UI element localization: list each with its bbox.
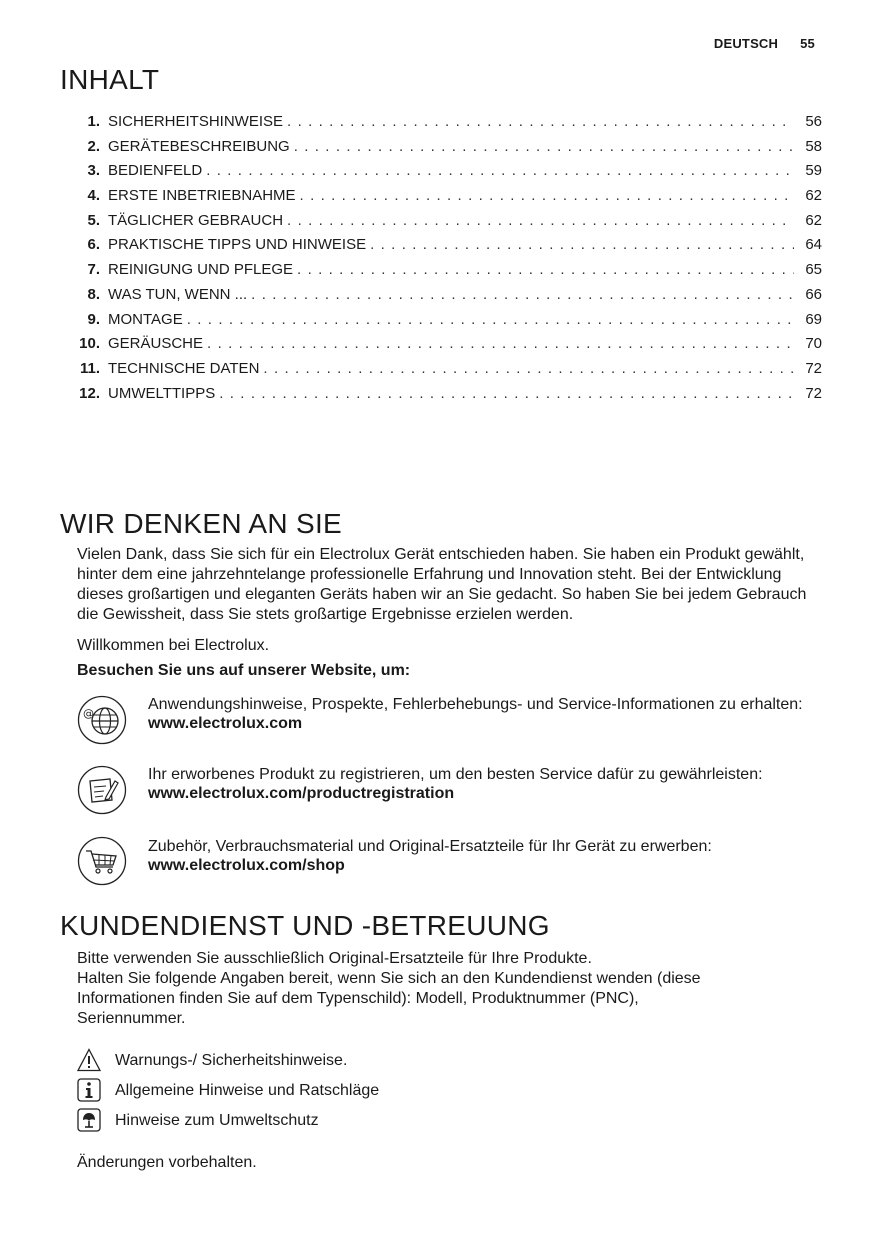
registration-form-icon [77, 765, 127, 815]
toc-entry-title: ERSTE INBETRIEBNAHME [108, 187, 296, 205]
toc-entry[interactable] [70, 360, 822, 385]
toc-entry-title: GERÄTEBESCHREIBUNG [108, 137, 290, 155]
page-header [714, 36, 815, 51]
toc-leader-dots [251, 286, 794, 303]
toc-entry-title: UMWELTTIPPS [108, 384, 216, 402]
header-page-number: 55 [800, 36, 815, 51]
toc-entry-title: GERÄUSCHE [108, 335, 204, 353]
toc-entry[interactable] [70, 311, 822, 336]
welcome-intro: Vielen Dank, dass Sie sich für ein Electrolux Gerät entschieden haben. Sie haben ein Produkt gewählt, hinter dem eine jahrzehntelange professionelle Erfahrung und Innovation steht. Bei der Entwicklung dieses großartigen und eleganten Geräts haben wir an Sie gedacht. So haben Sie bei jedem Gebrauch die Gewissheit, dass Sie stets großartige Ergebnisse erzielen werden. [77, 546, 807, 623]
toc-heading: INHALT [60, 64, 160, 95]
toc-entry-number: 3. [87, 162, 100, 180]
toc-entry[interactable] [70, 162, 822, 187]
shopping-cart-icon [77, 836, 127, 886]
toc-entry-number: 10. [79, 335, 100, 353]
website-link-description: Anwendungshinweise, Prospekte, Fehlerbehebungs- und Service-Informationen zu erhalten: [148, 696, 803, 713]
toc-entry-title: TECHNISCHE DATEN [108, 359, 260, 377]
website-url-link[interactable]: www.electrolux.com [148, 715, 303, 732]
service-spare-parts-note: Bitte verwenden Sie ausschließlich Original-Ersatzteile für Ihre Produkte. [77, 950, 592, 967]
welcome-greeting: Willkommen bei Electrolux. [77, 637, 270, 654]
toc-entry[interactable] [70, 236, 822, 261]
warning-icon [77, 1048, 101, 1072]
toc-entry-title: BEDIENFELD [108, 162, 203, 180]
toc-leader-dots [287, 113, 794, 130]
toc-entry-title: PRAKTISCHE TIPPS UND HINWEISE [108, 236, 367, 254]
toc-leader-dots [207, 335, 794, 352]
website-link-registration [77, 765, 817, 817]
toc-entry-number: 2. [87, 137, 100, 155]
toc-entry[interactable] [70, 138, 822, 163]
info-icon [77, 1078, 101, 1102]
toc-leader-dots [219, 385, 794, 402]
toc-entry-page: 66 [805, 285, 822, 303]
toc-entry-number: 6. [87, 236, 100, 254]
toc-entry-title: REINIGUNG UND PFLEGE [108, 261, 294, 279]
website-link-text [148, 695, 818, 733]
website-url-link[interactable]: www.electrolux.com/shop [148, 857, 345, 874]
toc-entry-number: 4. [87, 187, 100, 205]
toc-leader-dots [297, 261, 794, 278]
website-link-description: Zubehör, Verbrauchsmaterial und Original-Ersatzteile für Ihr Gerät zu erwerben: [148, 838, 712, 855]
toc-entry-title: MONTAGE [108, 310, 183, 328]
toc-entry[interactable] [70, 385, 822, 410]
toc-entry[interactable] [70, 212, 822, 237]
toc-entry-page: 64 [805, 236, 822, 254]
toc-entry-page: 59 [805, 162, 822, 180]
toc-entry-page: 72 [805, 359, 822, 377]
toc-entry[interactable] [70, 261, 822, 286]
toc-entry-page: 62 [805, 211, 822, 229]
toc-leader-dots [370, 236, 794, 253]
toc-entry-number: 7. [87, 261, 100, 279]
toc-entry[interactable] [70, 286, 822, 311]
toc-entry-title: SICHERHEITSHINWEISE [108, 113, 284, 130]
legend-label: Hinweise zum Umweltschutz [115, 1112, 319, 1129]
toc-entry-number: 11. [79, 359, 100, 377]
website-url-link[interactable]: www.electrolux.com/productregistration [148, 785, 455, 802]
legend-label: Allgemeine Hinweise und Ratschläge [115, 1082, 380, 1099]
changes-reserved-note: Änderungen vorbehalten. [77, 1154, 257, 1171]
toc-entry-page: 65 [805, 261, 822, 279]
toc-leader-dots [294, 138, 794, 155]
svg-text:@: @ [83, 707, 94, 720]
toc-entry-title: WAS TUN, WENN ... [108, 285, 248, 303]
service-contact-info: Halten Sie folgende Angaben bereit, wenn Sie sich an den Kundendienst wenden (diese Informationen finden Sie auf dem Typenschild): Modell, Produktnummer (PNC), Seriennummer. [77, 970, 701, 1027]
toc-entry-page: 72 [805, 384, 822, 402]
toc-entry[interactable] [70, 187, 822, 212]
toc-entry-page: 58 [805, 137, 822, 155]
web-globe-icon [77, 695, 127, 745]
toc-leader-dots [187, 311, 794, 328]
toc-entry-number: 5. [87, 211, 100, 229]
toc-entry-title: TÄGLICHER GEBRAUCH [108, 211, 284, 229]
toc-leader-dots [300, 187, 794, 204]
toc-leader-dots [206, 162, 794, 179]
toc-leader-dots [263, 360, 794, 377]
toc-entry[interactable] [70, 113, 822, 138]
toc-entry-page: 62 [805, 187, 822, 205]
website-link-shop [77, 836, 817, 888]
toc-entry-number: 8. [87, 285, 100, 303]
website-link-description: Ihr erworbenes Produkt zu registrieren, um den besten Service dafür zu gewährleisten: [148, 766, 763, 783]
table-of-contents [70, 113, 822, 409]
toc-entry-page: 70 [805, 335, 822, 353]
toc-entry[interactable] [70, 335, 822, 360]
website-link-text [148, 765, 818, 803]
toc-entry-number: 1. [87, 113, 100, 130]
header-language: DEUTSCH [713, 36, 779, 51]
welcome-heading: WIR DENKEN AN SIE [60, 508, 343, 539]
visit-website-heading: Besuchen Sie uns auf unserer Website, um: [77, 662, 411, 679]
toc-entry-page: 56 [805, 113, 822, 130]
toc-leader-dots [287, 212, 794, 229]
website-link-support [77, 695, 817, 747]
environment-icon [77, 1108, 101, 1132]
toc-entry-number: 12. [79, 384, 100, 402]
service-heading: KUNDENDIENST UND -BETREUUNG [60, 910, 550, 941]
website-link-text [148, 837, 818, 875]
legend-label: Warnungs-/ Sicherheitshinweise. [115, 1052, 348, 1069]
toc-entry-number: 9. [87, 310, 100, 328]
toc-entry-page: 69 [805, 310, 822, 328]
